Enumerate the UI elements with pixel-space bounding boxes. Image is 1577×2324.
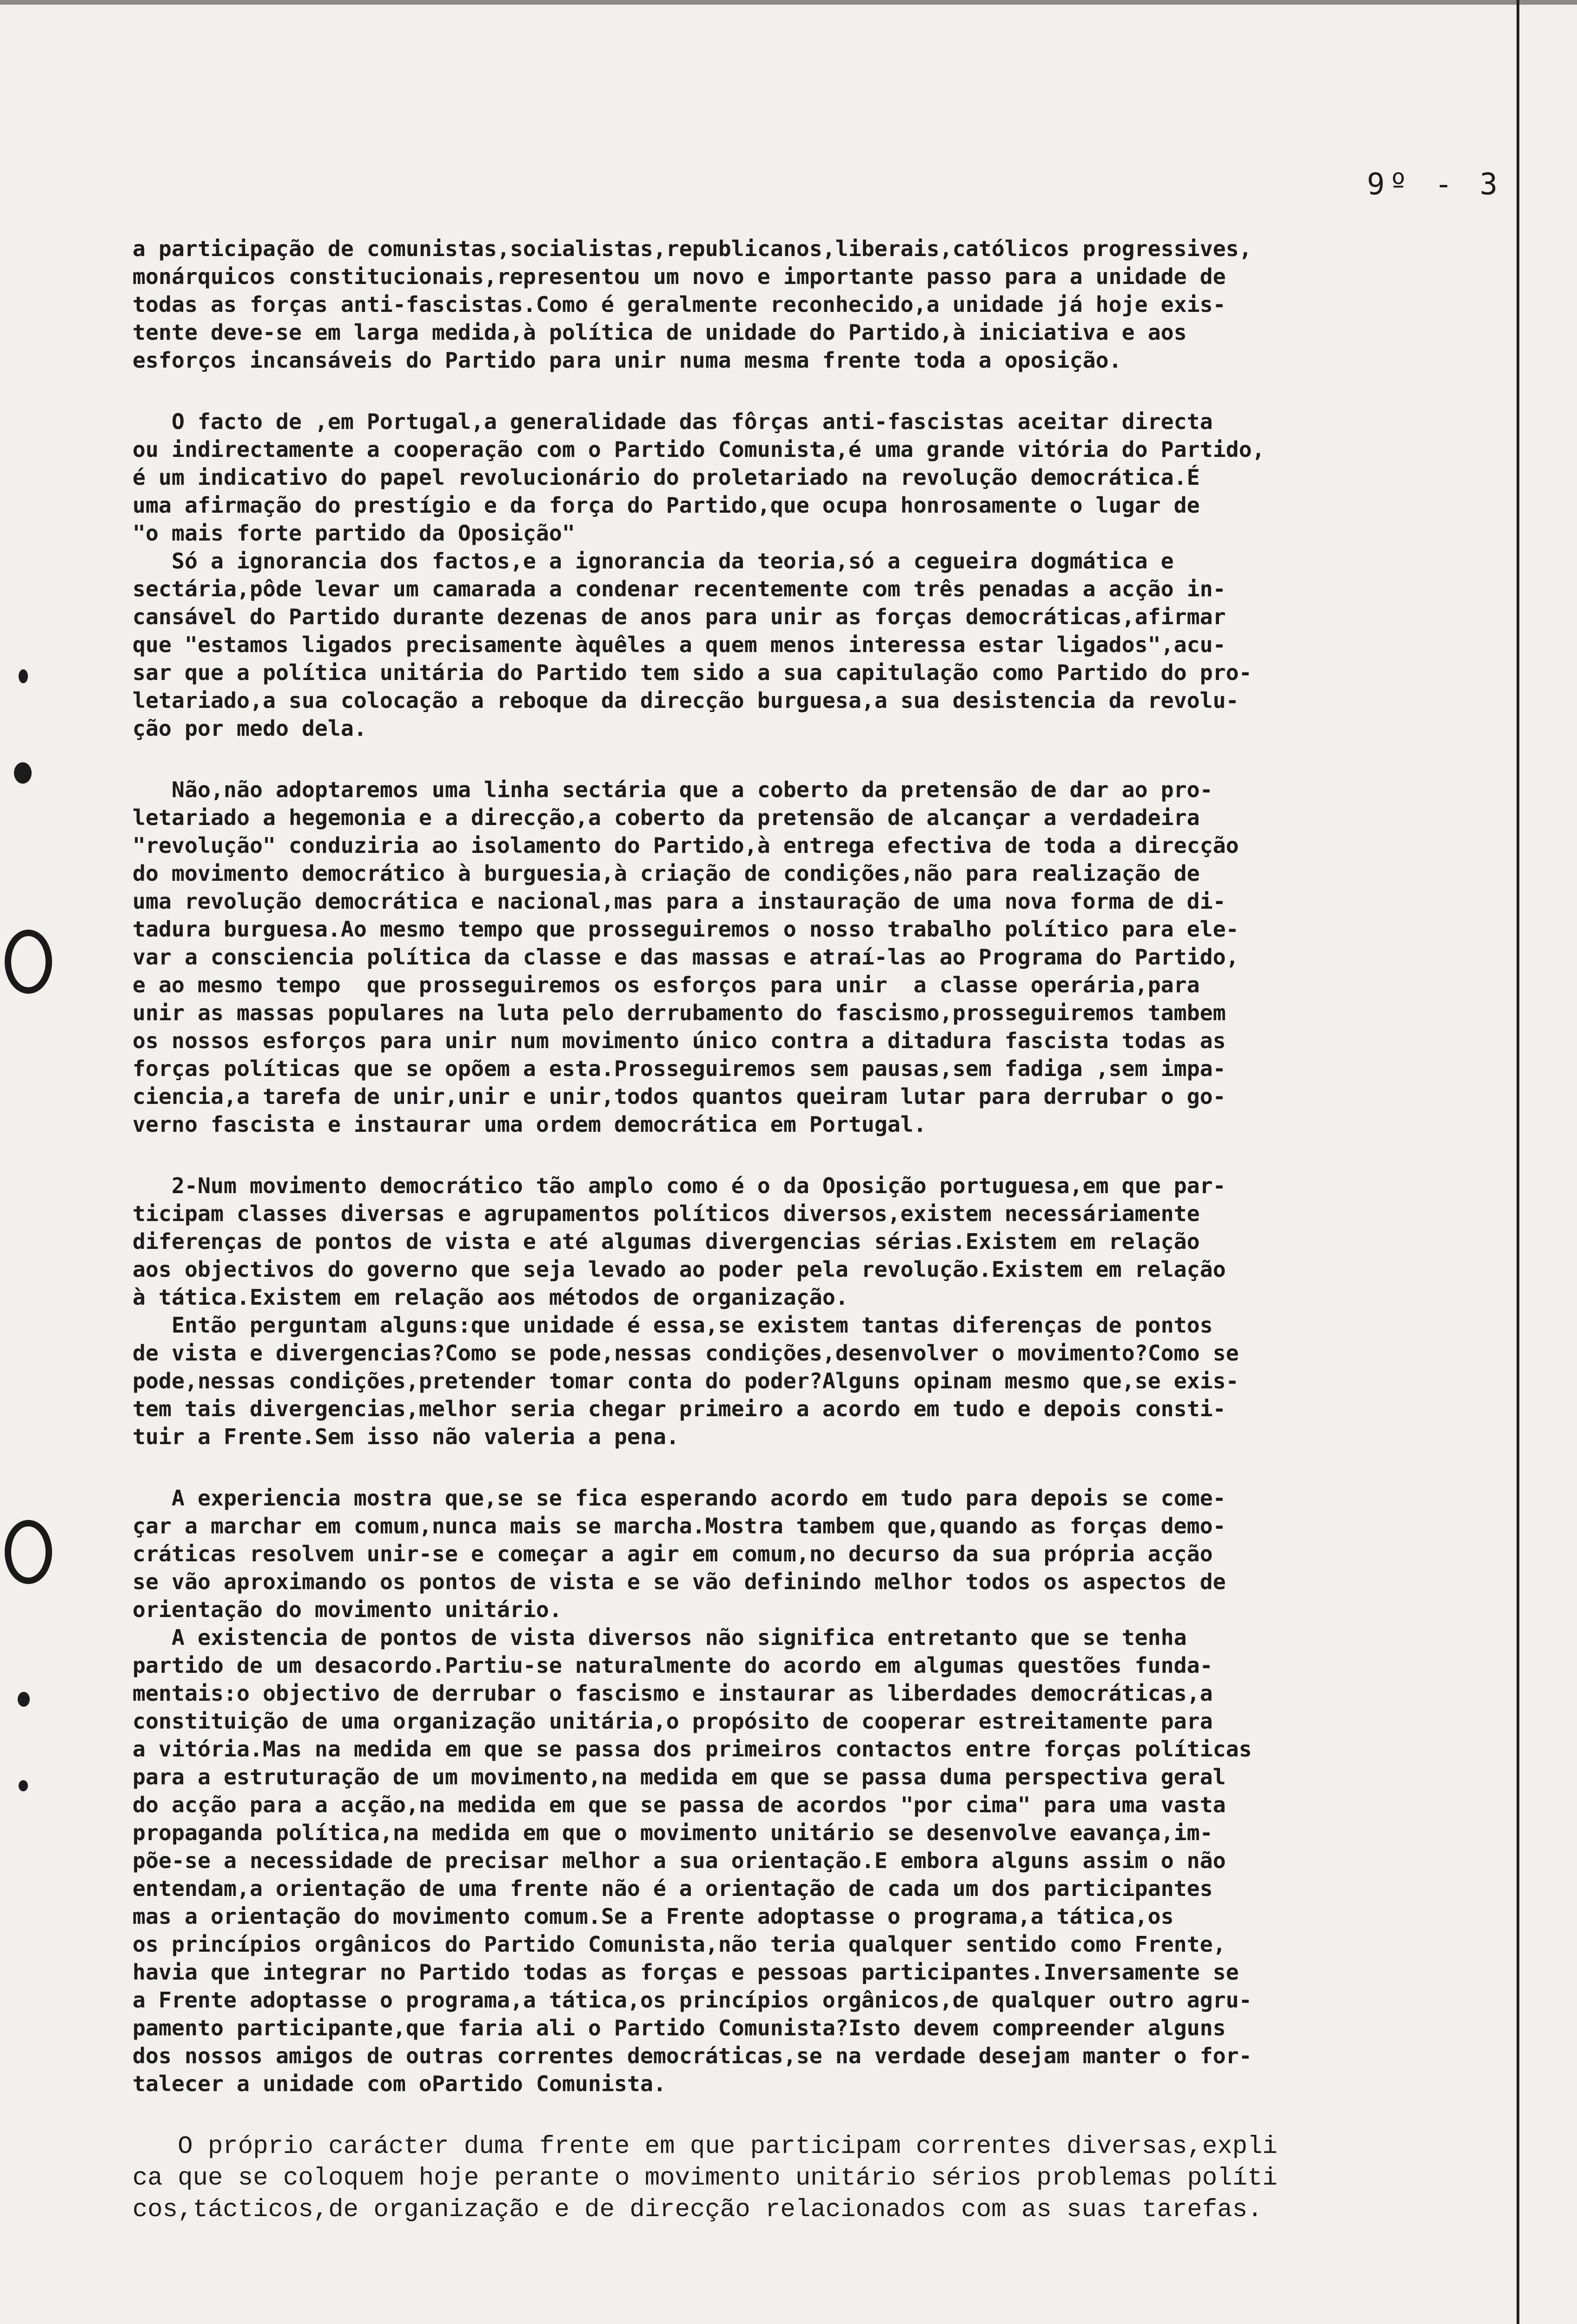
text-line: a Frente adoptasse o programa,a tática,os princípios orgânicos,de qualquer outro agru- xyxy=(133,1987,1252,2013)
text-line: entendam,a orientação de uma frente não é a orientação de cada um dos participantes xyxy=(133,1876,1213,1901)
text-line: ciencia,a tarefa de unir,unir e unir,todos quantos queiram lutar para derrubar o go- xyxy=(133,1084,1226,1109)
ink-mark xyxy=(14,762,32,784)
paragraph xyxy=(133,776,1523,1138)
text-line: de vista e divergencias?Como se pode,nessas condições,desenvolver o movimento?Como se xyxy=(133,1340,1239,1366)
text-line: mas a orientação do movimento comum.Se a Frente adoptasse o programa,a tática,os xyxy=(133,1904,1174,1929)
text-line: partido de um desacordo.Partiu-se naturalmente do acordo em algumas questões funda- xyxy=(133,1653,1213,1678)
text-line: unir as massas populares na luta pelo derrubamento do fascismo,prosseguiremos tambem xyxy=(133,1000,1226,1025)
paragraph xyxy=(133,408,1523,742)
text-line: tuir a Frente.Sem isso não valeria a pena. xyxy=(133,1424,679,1449)
text-line: constituição de uma organização unitária,o propósito de cooperar estreitamente para xyxy=(133,1709,1213,1734)
text-line: dos nossos amigos de outras correntes democráticas,se na verdade desejam manter o for- xyxy=(133,2043,1252,2068)
text-line: cráticas resolvem unir-se e começar a agir em comum,no decurso da sua própria acção xyxy=(133,1541,1213,1566)
text-line: pode,nessas condições,pretender tomar conta do poder?Alguns opinam mesmo que,se exis- xyxy=(133,1368,1239,1393)
text-line: os nossos esforços para unir num movimento único contra a ditadura fascista todas as xyxy=(133,1028,1226,1053)
ink-mark xyxy=(19,1780,28,1791)
text-line: ção por medo dela. xyxy=(133,716,367,741)
text-line: mentais:o objectivo de derrubar o fascismo e instaurar as liberdades democráticas,a xyxy=(133,1681,1213,1706)
text-line: do acção para a acção,na medida em que se passa de acordos "por cima" para uma vasta xyxy=(133,1792,1226,1817)
punch-hole xyxy=(5,1520,52,1584)
text-line: cansável do Partido durante dezenas de anos para unir as forças democráticas,afirmar xyxy=(133,604,1226,629)
text-line: Não,não adoptaremos uma linha sectária que a coberto da pretensão de dar ao pro- xyxy=(133,777,1213,802)
text-line: ca que se coloquem hoje perante o movimento unitário sérios problemas políti xyxy=(133,2164,1278,2192)
ink-mark xyxy=(18,1692,30,1707)
text-line: letariado a hegemonia e a direcção,a coberto da pretensão de alcançar a verdadeira xyxy=(133,805,1200,830)
text-line: esforços incansáveis do Partido para unir numa mesma frente toda a oposição. xyxy=(133,348,1122,373)
text-line: orientação do movimento unitário. xyxy=(133,1597,562,1622)
text-line: à tática.Existem em relação aos métodos de organização. xyxy=(133,1285,848,1310)
text-line: "revolução" conduziria ao isolamento do Partido,à entrega efectiva de toda a direcção xyxy=(133,833,1239,858)
text-line: A experiencia mostra que,se se fica esperando acordo em tudo para depois se come- xyxy=(133,1486,1226,1511)
paragraph xyxy=(133,235,1523,374)
text-line: Então perguntam alguns:que unidade é essa,se existem tantas diferenças de pontos xyxy=(133,1313,1213,1338)
text-line: a participação de comunistas,socialistas,republicanos,liberais,católicos progressives, xyxy=(133,236,1252,261)
text-line: tente deve-se em larga medida,à política de unidade do Partido,à iniciativa e aos xyxy=(133,320,1187,345)
text-line: verno fascista e instaurar uma ordem democrática em Portugal. xyxy=(133,1112,927,1137)
text-line: var a consciencia política da classe e das massas e atraí-las ao Programa do Partido, xyxy=(133,944,1239,970)
text-line: 2-Num movimento democrático tão amplo como é o da Oposição portuguesa,em que par- xyxy=(133,1173,1226,1198)
text-line: que "estamos ligados precisamente àquêles a quem menos interessa estar ligados",acu- xyxy=(133,632,1226,657)
text-line: todas as forças anti-fascistas.Como é geralmente reconhecido,a unidade já hoje exis- xyxy=(133,292,1226,317)
text-line: ticipam classes diversas e agrupamentos políticos diversos,existem necessáriamente xyxy=(133,1201,1200,1226)
text-line: cos,tácticos,de organização e de direcção relacionados com as suas tarefas. xyxy=(133,2196,1263,2224)
text-line: tem tais divergencias,melhor seria chegar primeiro a acordo em tudo e depois consti- xyxy=(133,1396,1226,1421)
text-line: "o mais forte partido da Oposição" xyxy=(133,521,575,546)
text-line: pamento participante,que faria ali o Partido Comunista?Isto devem compreender alguns xyxy=(133,2015,1226,2040)
text-line: sar que a política unitária do Partido tem sido a sua capitulação como Partido do pro- xyxy=(133,660,1252,685)
text-line: ou indirectamente a cooperação com o Partido Comunista,é uma grande vitória do Partido, xyxy=(133,437,1265,462)
text-line: para a estruturação de um movimento,na medida em que se passa duma perspectiva geral xyxy=(133,1764,1226,1789)
page-top-edge xyxy=(0,0,1577,5)
text-line: põe-se a necessidade de precisar melhor a sua orientação.E embora alguns assim o não xyxy=(133,1848,1226,1873)
text-line: os princípios orgânicos do Partido Comunista,não teria qualquer sentido como Frente, xyxy=(133,1932,1226,1957)
text-line: forças políticas que se opõem a esta.Prosseguiremos sem pausas,sem fadiga ,sem impa- xyxy=(133,1056,1226,1081)
paragraph xyxy=(133,1172,1523,1451)
document-body xyxy=(133,235,1523,2259)
text-line: do movimento democrático à burguesia,à criação de condições,não para realização de xyxy=(133,861,1200,886)
text-line: diferenças de pontos de vista e até algumas divergencias sérias.Existem em relação xyxy=(133,1229,1200,1254)
text-line: uma revolução democrática e nacional,mas para a instauração de uma nova forma de di- xyxy=(133,889,1226,914)
text-line: Só a ignorancia dos factos,e a ignorancia da teoria,só a cegueira dogmática e xyxy=(133,548,1174,574)
page-number: 9º - 3 xyxy=(1367,167,1503,202)
text-line: monárquicos constitucionais,representou um novo e importante passo para a unidade de xyxy=(133,264,1226,289)
text-line: se vão aproximando os pontos de vista e se vão definindo melhor todos os aspectos de xyxy=(133,1569,1226,1594)
paragraph xyxy=(133,1484,1523,2098)
text-line: e ao mesmo tempo que prosseguiremos os esforços para unir a classe operária,para xyxy=(133,972,1200,997)
text-line: sectária,pôde levar um camarada a condenar recentemente com três penadas a acção in- xyxy=(133,576,1226,601)
text-line: tadura burguesa.Ao mesmo tempo que prosseguiremos o nosso trabalho político para ele- xyxy=(133,917,1239,942)
text-line: çar a marchar em comum,nunca mais se marcha.Mostra tambem que,quando as forças demo- xyxy=(133,1513,1226,1538)
text-line: propaganda política,na medida em que o movimento unitário se desenvolve eavança,im- xyxy=(133,1820,1213,1845)
text-line: a vitória.Mas na medida em que se passa dos primeiros contactos entre forças políticas xyxy=(133,1736,1252,1762)
paragraph xyxy=(133,2131,1523,2226)
text-line: uma afirmação do prestígio e da força do Partido,que ocupa honrosamente o lugar de xyxy=(133,493,1200,518)
text-line: A existencia de pontos de vista diversos não significa entretanto que se tenha xyxy=(133,1625,1187,1650)
text-line: havia que integrar no Partido todas as forças e pessoas participantes.Inversamente se xyxy=(133,1960,1239,1985)
text-line: é um indicativo do papel revolucionário do proletariado na revolução democrática.É xyxy=(133,465,1200,490)
text-line: letariado,a sua colocação a reboque da direcção burguesa,a sua desistencia da revolu- xyxy=(133,688,1239,713)
text-line: aos objectivos do governo que seja levado ao poder pela revolução.Existem em relação xyxy=(133,1257,1226,1282)
text-line: talecer a unidade com oPartido Comunista. xyxy=(133,2071,666,2096)
text-line: O próprio carácter duma frente em que participam correntes diversas,expli xyxy=(133,2133,1278,2161)
text-line: O facto de ,em Portugal,a generalidade das fôrças anti-fascistas aceitar directa xyxy=(133,409,1213,434)
ink-mark xyxy=(19,669,28,683)
punch-hole xyxy=(5,930,52,994)
